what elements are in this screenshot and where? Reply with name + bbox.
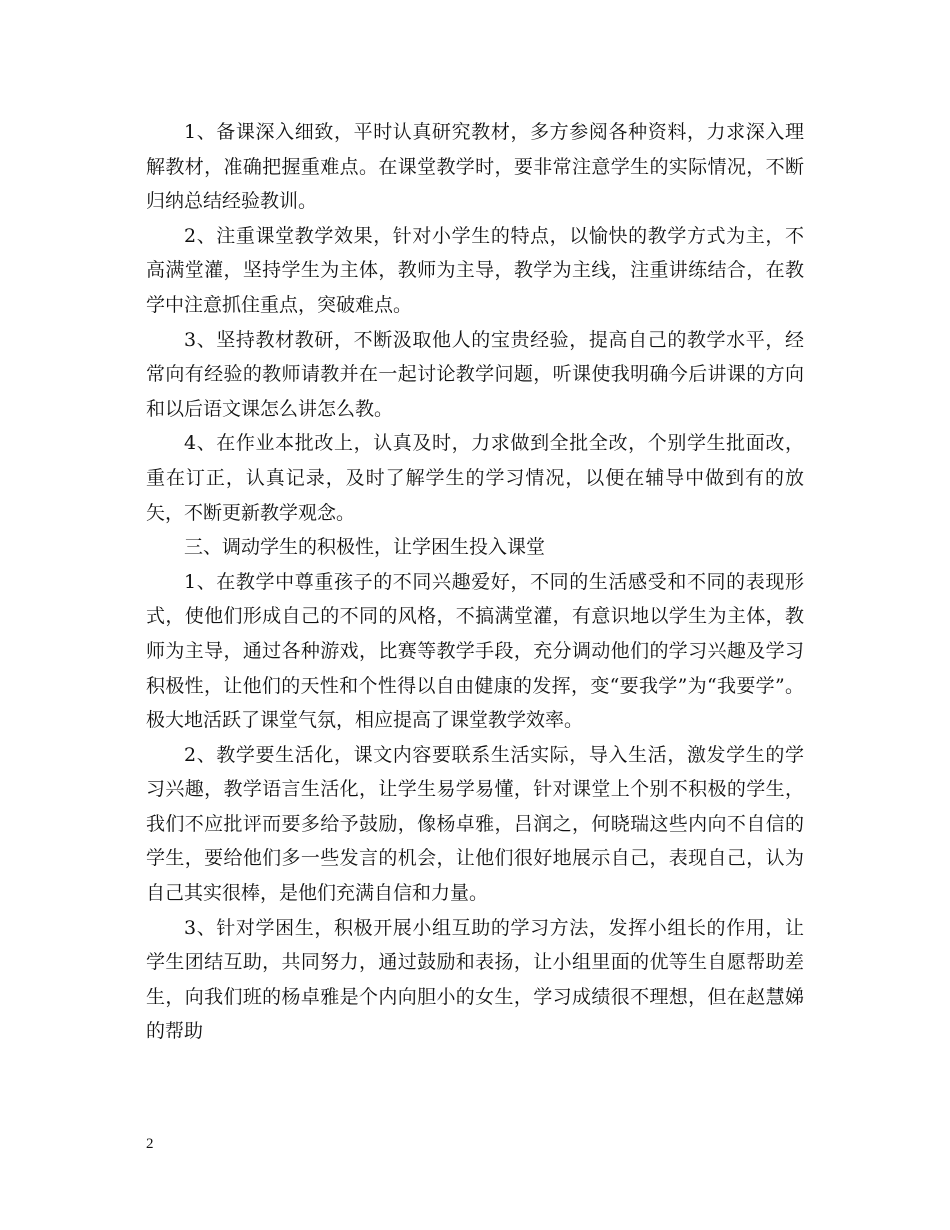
paragraph-teaching-research: 3、坚持教材教研，不断汲取他人的宝贵经验，提高自己的教学水平，经常向有经验的教师请教并在一起讨论教学问题，听课使我明确今后讲课的方向和以后语文课怎么讲怎么教。 bbox=[146, 328, 804, 420]
paragraph-group-mutual-help: 3、针对学困生，积极开展小组互助的学习方法，发挥小组长的作用，让学生团结互助，共同努力，通过鼓励和表扬，让小组里面的优等生自愿帮助差生，向我们班的杨卓雅是个内向胆小的女生，学习成绩很不理想，但在赵慧娣的帮助 bbox=[146, 916, 804, 1043]
paragraph-respect-interests: 1、在教学中尊重孩子的不同兴趣爱好，不同的生活感受和不同的表现形式，使他们形成自己的不同的风格，不搞满堂灌，有意识地以学生为主体，教师为主导，通过各种游戏，比赛等教学手段，充分调动他们的学习兴趣及学习积极性，让他们的天性和个性得以自由健康的发挥，变“要我学”为“我要学”。极大地活跃了课堂气氛，相应提高了课堂教学效率。 bbox=[146, 570, 804, 732]
section-heading-three: 三、调动学生的积极性，让学困生投入课堂 bbox=[184, 536, 546, 559]
paragraph-teaching-effect: 2、注重课堂教学效果，针对小学生的特点，以愉快的教学方式为主，不高满堂灌，坚持学生为主体，教师为主导，教学为主线，注重讲练结合，在教学中注意抓住重点，突破难点。 bbox=[146, 224, 804, 316]
paragraph-prep-lessons: 1、备课深入细致，平时认真研究教材，多方参阅各种资料，力求深入理解教材，准确把握重难点。在课堂教学时，要非常注意学生的实际情况，不断归纳总结经验教训。 bbox=[146, 121, 804, 213]
paragraph-life-oriented-teaching: 2、教学要生活化，课文内容要联系生活实际，导入生活，激发学生的学习兴趣，教学语言生活化，让学生易学易懂，针对课堂上个别不积极的学生，我们不应批评而要多给予鼓励，像杨卓雅，吕润之，何晓瑞这些内向不自信的学生，要给他们多一些发言的机会，让他们很好地展示自己，表现自己，认为自己其实很棒，是他们充满自信和力量。 bbox=[146, 743, 804, 905]
page-number: 2 bbox=[146, 1136, 154, 1152]
paragraph-homework-correction: 4、在作业本批改上，认真及时，力求做到全批全改，个别学生批面改，重在订正，认真记录，及时了解学生的学习情况，以便在辅导中做到有的放矢，不断更新教学观念。 bbox=[146, 432, 804, 524]
document-body bbox=[146, 115, 804, 1049]
